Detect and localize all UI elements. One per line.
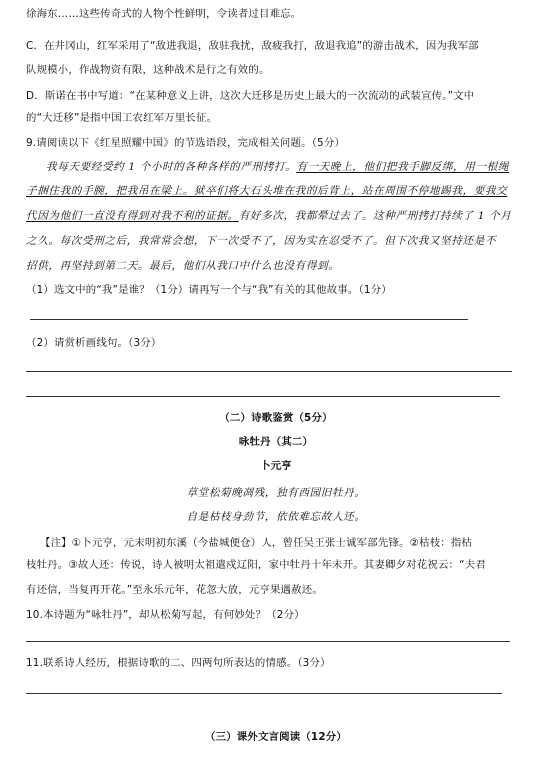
q9-passage-line5: 招供，再坚持到第二天。最后，他们从我口中什么也没有得到。 — [26, 260, 340, 272]
q9-subquestion-1: （1）选文中的“我”是谁？（1分）请再写一个与“我”有关的其他故事。（1分） — [26, 284, 392, 296]
q9-passage-line3 — [26, 209, 511, 223]
q8-option-c-line1: C．在井冈山，红军采用了“敌进我退，敌驻我扰，敌疲我打，敌退我追”的游击战术，因为我军部 — [26, 40, 479, 52]
q9-underlined-sentence: 子捆住我的手腕，把我吊在梁上。 — [26, 185, 194, 197]
q9-passage-line2 — [26, 184, 507, 198]
poem-author: 卜元亨 — [260, 460, 292, 472]
q8-option-c-line2: 队规模小，作战物资有限，这种战术是行之有效的。 — [26, 64, 270, 76]
q9-underlined-sentence: 狱卒们将大石头堆在我的后背上，站在周围不停地踢我，要我交 — [193, 185, 508, 197]
q9-passage-text: 有好多次，我都晕过去了。这种严刑拷打持续了 1 个月 — [238, 210, 512, 222]
q9-passage-line4: 之久。每次受刑之后，我常常会想，下一次受不了，因为实在忍受不了。但下次我又坚持还是不 — [26, 235, 497, 247]
q9-subquestion-2: （2）请赏析画线句。（3分） — [26, 337, 162, 349]
q8-option-d-line2: 的“大迁移”是指中国工农红军万里长征。 — [26, 112, 218, 124]
q8-option-b-tail: 徐海东……这些传奇式的人物个性鲜明，令读者过目难忘。 — [26, 8, 302, 20]
poem-note-line2: 枝牡丹。③故人还：传说，诗人被明太祖遣戍辽阳，家中牡丹十年未开。其妻卿夕对花祝云：“夫君 — [26, 559, 486, 571]
q11-answer-line[interactable] — [26, 693, 502, 694]
poem-line-2: 自是枯枝身劲节，依依难忘故人还。 — [186, 511, 366, 523]
q11-prompt: 11.联系诗人经历，根据诗歌的二、四两句所表达的情感。（3分） — [26, 657, 331, 669]
section-2-title: （二）诗歌鉴赏（5分） — [219, 412, 333, 424]
poem-title: 咏牡丹（其二） — [238, 436, 314, 448]
poem-line-1: 草堂松菊晚凋残，独有西园旧牡丹。 — [186, 487, 366, 499]
q10-answer-line[interactable] — [26, 641, 510, 642]
q9-passage-line1 — [46, 160, 509, 174]
q9-prompt: 9.请阅读以下《红星照耀中国》的节选语段，完成相关问题。（5分） — [26, 137, 346, 149]
q9-underlined-sentence: 有一天晚上，他们把我手脚反绑，用一根绳 — [296, 161, 510, 173]
q9-underlined-sentence: 代因为他们一直没有得到对我不利的证据。 — [26, 210, 239, 222]
q9-answer-line-3[interactable] — [26, 396, 500, 397]
q9-passage-text: 我每天要经受约 1 个小时的各种各样的严刑拷打。 — [46, 161, 297, 173]
q10-prompt: 10.本诗题为“咏牡丹”，却从松菊写起，有何妙处？（2分） — [26, 609, 305, 621]
poem-note-line3: 有还信，当复再开花。”至永乐元年，花忽大放，元亨果遇赦还。 — [26, 584, 323, 596]
section-3-title: （三）课外文言阅读（12分） — [205, 731, 347, 743]
q9-answer-line-1[interactable] — [30, 319, 468, 320]
q8-option-d-line1: D．斯诺在书中写道：“在某种意义上讲，这次大迁移是历史上最大的一次流动的武装宣传。”文中 — [26, 90, 475, 102]
poem-note-line1: 【注】①卜元亨，元末明初东溪（今盐城便仓）人，曾任吴王张士诚军部先锋。②枯枝：指枯 — [40, 537, 473, 549]
q9-answer-line-2[interactable] — [26, 371, 512, 372]
